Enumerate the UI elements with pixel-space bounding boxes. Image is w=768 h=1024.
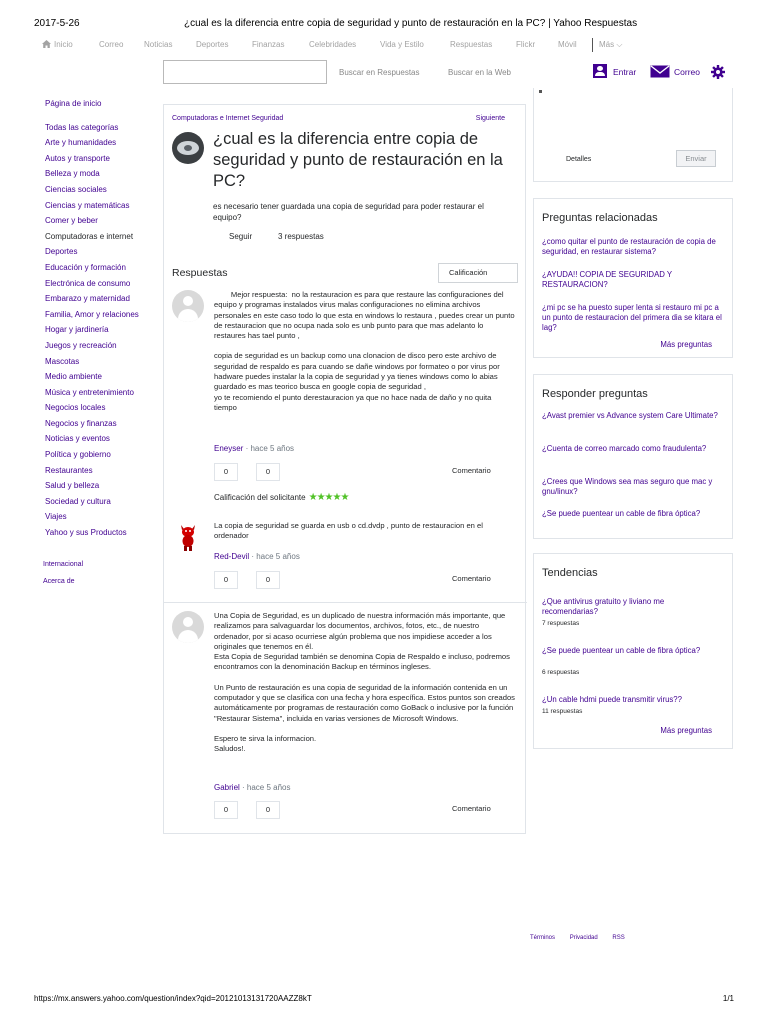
answer-author xyxy=(214,783,291,792)
details-link[interactable]: Detalles xyxy=(566,156,592,163)
sort-select[interactable]: Calificación xyxy=(438,263,518,283)
sidebar-item-viajes[interactable]: Viajes xyxy=(45,512,67,522)
question-card xyxy=(163,104,526,834)
sidebar-item-ciencias-matematicas[interactable]: Ciencias y matemáticas xyxy=(45,200,130,210)
trending-answer-count: 7 respuestas xyxy=(542,620,580,627)
answer-age: · hace 5 años xyxy=(249,552,300,561)
privacy-link[interactable]: Privacidad xyxy=(569,935,598,941)
nav-flickr[interactable]: Flickr xyxy=(516,40,536,49)
page-number: 1/1 xyxy=(722,994,734,1003)
sidebar-item-juegos[interactable]: Juegos y recreación xyxy=(45,340,117,350)
answer-text xyxy=(214,521,516,542)
next-question-link[interactable]: Siguiente xyxy=(475,115,505,122)
answer-age: · hace 5 años xyxy=(239,783,291,792)
footer-links xyxy=(530,935,638,941)
sidebar-item-sociedad[interactable]: Sociedad y cultura xyxy=(45,496,111,506)
terms-link[interactable]: Términos xyxy=(530,935,556,941)
answer-item xyxy=(172,290,522,505)
nav-celebridades[interactable]: Celebridades xyxy=(309,40,357,49)
asker-rating xyxy=(214,492,348,503)
sidebar-item-negocios-finanzas[interactable]: Negocios y finanzas xyxy=(45,418,117,428)
answer-author xyxy=(214,444,294,453)
thumbs-down-button[interactable]: 0 xyxy=(256,463,280,481)
answer-text xyxy=(214,611,516,755)
signin-link[interactable]: Entrar xyxy=(613,67,637,77)
print-header xyxy=(34,18,734,30)
follow-button[interactable]: Seguir xyxy=(229,232,253,241)
mail-link[interactable]: Correo xyxy=(674,67,700,77)
comment-button[interactable]: Comentario xyxy=(452,574,491,583)
question-title: ¿cual es la diferencia entre copia de seguridad y punto de restauración en la PC? xyxy=(213,130,503,190)
thumbs-down-button[interactable]: 0 xyxy=(256,571,280,589)
author-name[interactable]: Eneyser xyxy=(214,444,244,453)
trending-answer-count: 11 respuestas xyxy=(542,708,583,715)
answer-paragraph: Una Copia de Seguridad, es un duplicado de nuestra información más importante, que realizamos para salvaguardar los documentos, archivos, fotos, etc., de nuestro ordenador, por si acaso ocurriese algún problema que nos impidiese acceder a los originales que tenemos en él. Esta Copia de Seguridad también se denomina Copia de Respaldo e incluso, podremos encontramos con la denominación Backup en términos ingleses. xyxy=(214,611,510,672)
nav-inicio[interactable]: Inicio xyxy=(42,40,73,49)
nav-mas[interactable]: Más ⌵ xyxy=(599,40,623,49)
avatar[interactable] xyxy=(172,611,204,643)
open-question-link[interactable]: ¿Crees que Windows sea mas seguro que mac y gnu/linux? xyxy=(542,477,713,496)
sidebar-item-medio-ambiente[interactable]: Medio ambiente xyxy=(45,372,102,382)
answer-paragraph: Mejor respuesta: no la restauracion es para que restaure las configuraciones del equipo y programas instalados virus malas configuraciones no elimina archivos personales en este caso todo lo que esta en windows lo restaura , puedes crear un punto de restauracion que no ocupa nada solo es unb punto para que mas adelanto lo restaures has tael punto , xyxy=(214,290,517,341)
category-sidebar xyxy=(43,96,160,585)
thumbs-down-button[interactable]: 0 xyxy=(256,801,280,819)
trending-answer-count: 6 respuestas xyxy=(542,669,580,676)
sidebar-item-belleza[interactable]: Belleza y moda xyxy=(45,169,100,179)
nav-respuestas[interactable]: Respuestas xyxy=(450,40,493,49)
sidebar-item-comer[interactable]: Comer y beber xyxy=(45,216,98,226)
gear-icon[interactable] xyxy=(711,65,725,79)
answer-paragraph: Espero te sirva la informacion. Saludos!. xyxy=(214,733,317,754)
comment-button[interactable]: Comentario xyxy=(452,466,491,475)
search-answers-button[interactable]: Buscar en Respuestas xyxy=(339,68,420,77)
mail-icon[interactable] xyxy=(650,65,670,78)
page-url: https://mx.answers.yahoo.com/question/index?qid=20121013131720AAZZ8kT xyxy=(34,994,312,1003)
related-question-link[interactable]: ¿AYUDA!! COPIA DE SEGURIDAD Y RESTAURACION? xyxy=(542,270,672,289)
thumbs-up-button[interactable]: 0 xyxy=(214,571,238,589)
nav-finanzas[interactable]: Finanzas xyxy=(252,40,285,49)
search-input[interactable] xyxy=(163,60,327,84)
trending-question-link[interactable]: ¿Que antivirus gratuito y liviano me recomendarias? xyxy=(542,597,665,616)
related-question-link[interactable]: ¿como quitar el punto de restauración de copia de seguridad, en restaurar sistema? xyxy=(542,237,716,256)
answer-age: · hace 5 años xyxy=(243,444,295,453)
thumbs-up-button[interactable]: 0 xyxy=(214,801,238,819)
related-question-link[interactable]: ¿mi pc se ha puesto super lenta si restauro mi pc a un punto de restauracion del primera dia se kitara el lag? xyxy=(542,303,722,332)
question-body: es necesario tener guardada una copia de seguridad para poder restaurar el equipo? xyxy=(213,202,484,222)
send-button[interactable]: Enviar xyxy=(676,150,716,167)
answer-paragraph: copia de seguridad es un backup como una clonacion de disco pero este archivo de seguridad de respaldo es para cuando se dañe windows por formateo o por virus por hadware puedes instalar la la copia de seguridad y ya tienes windows como lo abias guardado es mas teorico busca en google copia de seguridad , yo te recomiendo el punto derestauracion ya que no hace nada de daño y no quita tiempo xyxy=(214,351,500,412)
answer-questions-heading: Responder preguntas xyxy=(542,388,648,400)
answer-paragraph: La copia de seguridad se guarda en usb o cd.dvdp , punto de restauracion en el ordenador xyxy=(214,521,483,541)
asker-rating-label: Calificación del solicitante xyxy=(214,493,306,502)
thumbs-up-button[interactable]: 0 xyxy=(214,463,238,481)
sidebar-item-musica[interactable]: Música y entretenimiento xyxy=(45,387,134,397)
answer-item xyxy=(172,519,522,599)
sidebar-item-electronica[interactable]: Electrónica de consumo xyxy=(45,278,131,288)
answer-count[interactable]: 3 respuestas xyxy=(278,232,324,241)
sidebar-item-embarazo[interactable]: Embarazo y maternidad xyxy=(45,294,130,304)
sidebar-about[interactable]: Acerca de xyxy=(43,578,75,585)
answer-divider xyxy=(164,602,527,603)
trending-heading: Tendencias xyxy=(542,567,598,579)
related-questions-box xyxy=(533,198,733,358)
author-name[interactable]: Red-Devil xyxy=(214,552,250,561)
sidebar-item-politica[interactable]: Política y gobierno xyxy=(45,450,111,460)
sidebar-item-salud[interactable]: Salud y belleza xyxy=(45,481,100,491)
asker-avatar[interactable] xyxy=(172,132,204,164)
avatar[interactable] xyxy=(172,519,204,551)
nav-movil[interactable]: Móvil xyxy=(558,40,577,49)
print-title: ¿cual es la diferencia entre copia de seguridad y punto de restauración en la PC? | Yahoo Respuestas xyxy=(184,18,638,29)
sidebar-international[interactable]: Internacional xyxy=(43,561,84,568)
print-date: 2017-5-26 xyxy=(34,18,80,29)
comment-button[interactable]: Comentario xyxy=(452,804,491,813)
more-questions-link[interactable]: Más preguntas xyxy=(660,726,712,735)
sidebar-item-autos[interactable]: Autos y transporte xyxy=(45,153,110,163)
answer-paragraph: Un Punto de restauración es una copia de seguridad de la información contenida en un computador y que se clasifica con una fecha y hora específica. Estos puntos son creados automáticamente por programas de restauración como GoBack o inclusive por la función "Restaurar Sistema", incluida en varias versiones de Microsoft Windows. xyxy=(214,682,515,723)
nav-correo[interactable]: Correo xyxy=(99,40,124,49)
home-icon xyxy=(42,40,51,48)
top-navigation xyxy=(40,38,734,52)
nav-vida-y-estilo[interactable]: Vida y Estilo xyxy=(380,40,424,49)
sidebar-item-educacion[interactable]: Educación y formación xyxy=(45,262,126,272)
avatar[interactable] xyxy=(172,290,204,322)
sidebar-item-mascotas[interactable]: Mascotas xyxy=(45,356,80,366)
sidebar-item-noticias[interactable]: Noticias y eventos xyxy=(45,434,110,444)
sidebar-item-negocios-locales[interactable]: Negocios locales xyxy=(45,403,106,413)
nav-deportes[interactable]: Deportes xyxy=(196,40,229,49)
answer-questions-box xyxy=(533,374,733,539)
sidebar-item-ciencias-sociales[interactable]: Ciencias sociales xyxy=(45,184,107,194)
open-question-link[interactable]: ¿Cuenta de correo marcado como fraudulenta? xyxy=(542,444,707,453)
sidebar-item-computadoras[interactable]: Computadoras e internet xyxy=(45,231,134,241)
answer-author xyxy=(214,552,300,561)
rating-stars: ★★★★★ xyxy=(308,492,349,503)
sidebar-home[interactable]: Página de inicio xyxy=(45,99,102,108)
trending-question-link[interactable]: ¿Un cable hdmi puede transmitir virus?? xyxy=(542,695,682,704)
rss-link[interactable]: RSS xyxy=(612,935,625,941)
sidebar-item-todas[interactable]: Todas las categorías xyxy=(45,122,119,132)
answer-item xyxy=(172,611,522,821)
more-questions-link[interactable]: Más preguntas xyxy=(660,340,712,349)
nav-separator xyxy=(592,38,593,52)
sidebar-item-hogar[interactable]: Hogar y jardinería xyxy=(45,325,109,335)
author-name[interactable]: Gabriel xyxy=(214,783,240,792)
breadcrumb[interactable]: Computadoras e Internet Seguridad xyxy=(172,115,284,122)
form-marker xyxy=(539,90,542,93)
trending-question-link[interactable]: ¿Se puede puentear un cable de fibra óptica? xyxy=(542,646,701,655)
search-web-button[interactable]: Buscar en la Web xyxy=(448,68,511,77)
sidebar-item-familia[interactable]: Familia, Amor y relaciones xyxy=(45,309,139,319)
answers-heading: Respuestas xyxy=(172,267,228,279)
trending-box xyxy=(533,553,733,749)
open-question-link[interactable]: ¿Avast premier vs Advance system Care Ultimate? xyxy=(542,411,718,420)
answer-form-box xyxy=(533,88,733,182)
sidebar-item-arte[interactable]: Arte y humanidades xyxy=(45,138,117,148)
answer-text xyxy=(214,290,516,413)
sidebar-footer-links xyxy=(43,556,83,590)
sidebar-item-restaurantes[interactable]: Restaurantes xyxy=(45,465,93,475)
sidebar-item-deportes[interactable]: Deportes xyxy=(45,247,78,257)
sidebar-item-yahoo[interactable]: Yahoo y sus Productos xyxy=(45,528,127,538)
open-question-link[interactable]: ¿Se puede puentear un cable de fibra óptica? xyxy=(542,509,701,518)
user-icon[interactable] xyxy=(593,64,607,78)
related-heading: Preguntas relacionadas xyxy=(542,212,658,224)
nav-noticias[interactable]: Noticias xyxy=(144,40,173,49)
